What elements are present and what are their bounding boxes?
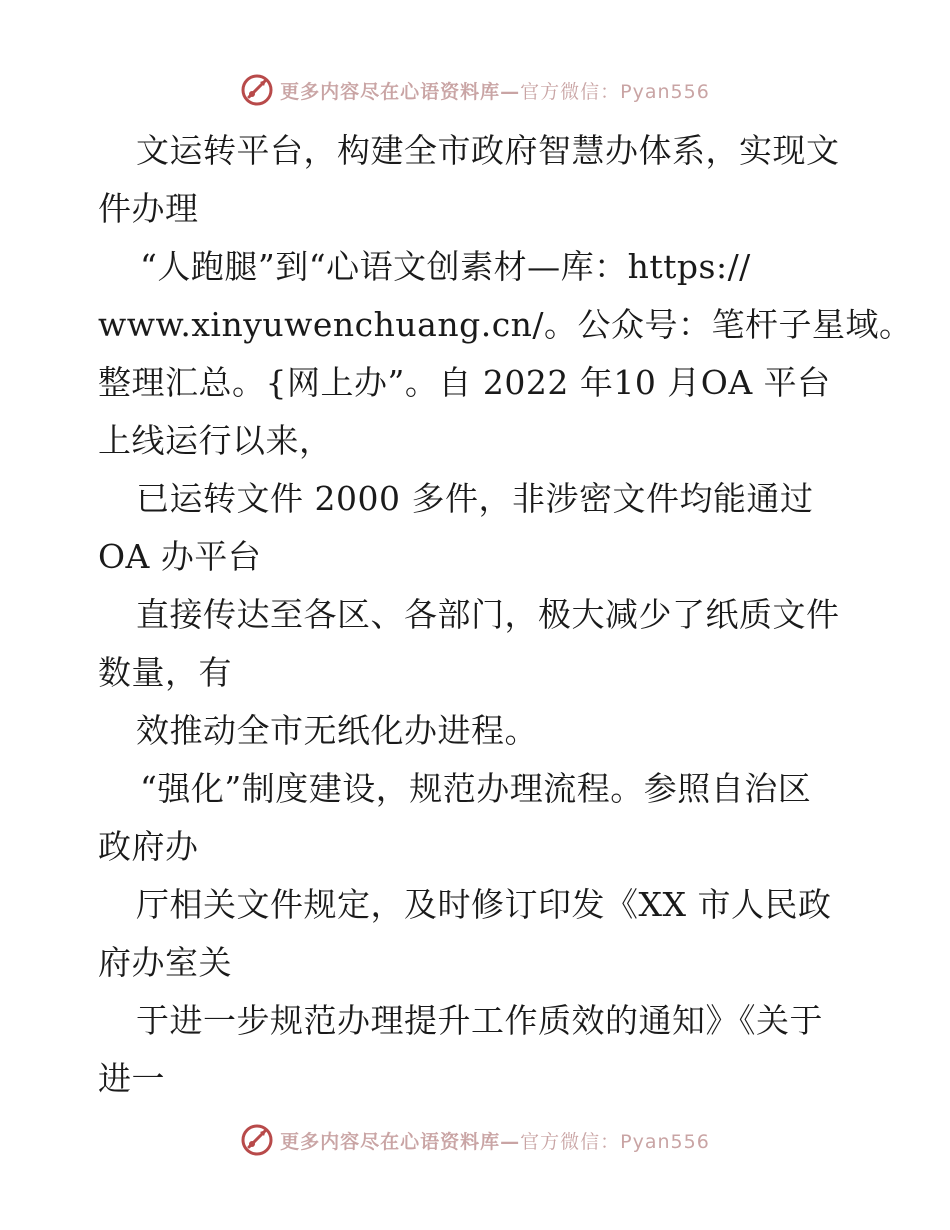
text-line: 厅相关文件规定，及时修订印发《XX 市人民政 <box>136 885 832 924</box>
text-line: 文运转平台，构建全市政府智慧办体系，实现文 <box>136 131 840 170</box>
text-line: OA 办平台 <box>98 537 262 576</box>
header-banner-wechat: 官方微信：Pyan556 <box>520 80 710 103</box>
footer-banner <box>0 1120 950 1160</box>
text-line: 已运转文件 2000 多件，非涉密文件均能通过 <box>136 479 814 518</box>
text-line: “强化”制度建设，规范办理流程。参照自治区 <box>140 769 812 808</box>
text-line: 府办室关 <box>98 943 232 982</box>
text-line: 效推动全市无纸化办进程。 <box>136 711 538 750</box>
text-line: “人跑腿”到“心语文创素材—库：https:// <box>140 247 751 286</box>
text-line: 数量，有 <box>98 653 232 692</box>
footer-banner-slogan: 更多内容尽在心语资料库— <box>280 1130 521 1153</box>
document-body <box>98 122 913 1108</box>
text-line: 件办理 <box>98 189 199 228</box>
footer-banner-text <box>280 1127 710 1154</box>
logo-icon <box>240 1123 274 1157</box>
text-line: www.xinyuwenchuang.cn/。公众号：笔杆子星域。 <box>98 305 913 344</box>
text-line: 上线运行以来， <box>98 421 333 460</box>
header-banner-slogan: 更多内容尽在心语资料库— <box>280 80 521 103</box>
header-banner <box>0 70 950 110</box>
text-line: 整理汇总。{网上办”。自 2022 年10 月OA 平台 <box>98 363 831 402</box>
footer-banner-wechat: 官方微信：Pyan556 <box>520 1130 710 1153</box>
text-line: 政府办 <box>98 827 199 866</box>
logo-icon <box>240 73 274 107</box>
text-line: 于进一步规范办理提升工作质效的通知》《关于 <box>136 1001 823 1040</box>
text-line: 直接传达至各区、各部门，极大减少了纸质文件 <box>136 595 840 634</box>
header-banner-text <box>280 77 710 104</box>
text-line: 进一 <box>98 1059 165 1098</box>
